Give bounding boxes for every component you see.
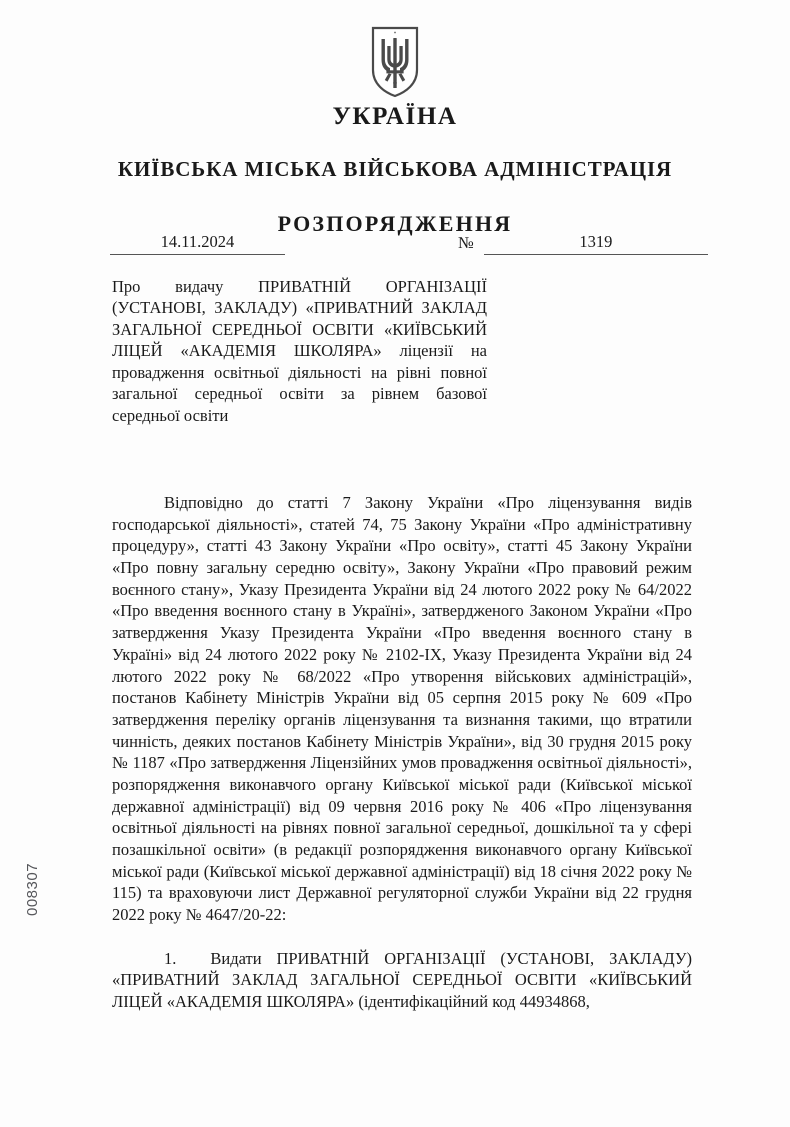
page-title-document-type: РОЗПОРЯДЖЕННЯ (277, 211, 513, 237)
document-number: 1319 (484, 232, 708, 255)
emblem-container (0, 26, 790, 98)
item-number-label: 1. (164, 948, 177, 968)
preamble-paragraph: Відповідно до статті 7 Закону України «Про ліцензування видів господарської діяльності», статей 74, 75 Закону України «Про адміністративну процедуру», статті 43 Закону України «Про освіту», статті 45 Закону України «Про повну загальну середню освіту», Закону України «Про правовий режим воєнного стану», Указу Президента України від 24 лютого 2022 року № 64/2022 «Про введення воєнного стану в Україні», затвердженого Законом України «Про затвердження Указу Президента України «Про введення воєнного стану в Україні» від 24 лютого 2022 року № 2102-IX, Указу Президента України від 24 лютого 2022 року № 68/2022 «Про утворення військових адміністрацій», постанов Кабінету Міністрів України від 05 серпня 2015 року № 609 «Про затвердження переліку органів ліцензування та визнання такими, що втратили чинність, деяких постанов Кабінету Міністрів України», від 30 грудня 2015 року № 1187 «Про затвердження Ліцензійних умов провадження освітньої діяльності», розпорядження виконавчого органу Київської міської ради (Київської міської державної адміністрації) від 09 червня 2016 року № 406 «Про ліцензування освітньої діяльності на рівнях повної загальної середньої, дошкільної та у сфері позашкільної освіти» (в редакції розпорядження виконавчого органу Київської міської ради (Київської міської державної адміністрації) від 18 січня 2022 року № 115) та враховуючи лист Державної регуляторної служби України від 22 грудня 2022 року № 4647/20-22: (112, 493, 692, 925)
page-title-authority: КИЇВСЬКА МІСЬКА ВІЙСЬКОВА АДМІНІСТРАЦІЯ (117, 157, 673, 182)
item-body-text: Видати ПРИВАТНІЙ ОРГАНІЗАЦІЇ (УСТАНОВІ, ЗАКЛАДУ) «ПРИВАТНИЙ ЗАКЛАД ЗАГАЛЬНОЇ СЕРЕДНЬОЇ ОСВІТИ «КИЇВСЬКИЙ ЛІЦЕЙ «АКАДЕМІЯ ШКОЛЯРА» (ідентифікаційний код 44934868, (112, 948, 692, 1012)
document-headings (0, 104, 790, 235)
document-meta-row (110, 232, 708, 258)
number-sign-label: № (458, 232, 474, 252)
page-title-country: УКРАЇНА (332, 103, 458, 130)
document-date: 14.11.2024 (110, 232, 285, 255)
numbered-item-1 (112, 948, 692, 1013)
ukraine-trident-coat-of-arms-icon (370, 26, 420, 98)
document-body (112, 492, 692, 1013)
document-subject: Про видачу ПРИВАТНІЙ ОРГАНІЗАЦІЇ (УСТАНОВІ, ЗАКЛАДУ) «ПРИВАТНИЙ ЗАКЛАД ЗАГАЛЬНОЇ СЕРЕДНЬОЇ ОСВІТИ «КИЇВСЬКИЙ ЛІЦЕЙ «АКАДЕМІЯ ШКОЛЯРА» ліцензії на провадження освітньої діяльності на рівні повної загальної середньої освіти за рівнем базової середньої освіти (112, 277, 487, 425)
margin-registration-stamp: 008307 (24, 862, 41, 916)
document-number-group (458, 232, 708, 255)
